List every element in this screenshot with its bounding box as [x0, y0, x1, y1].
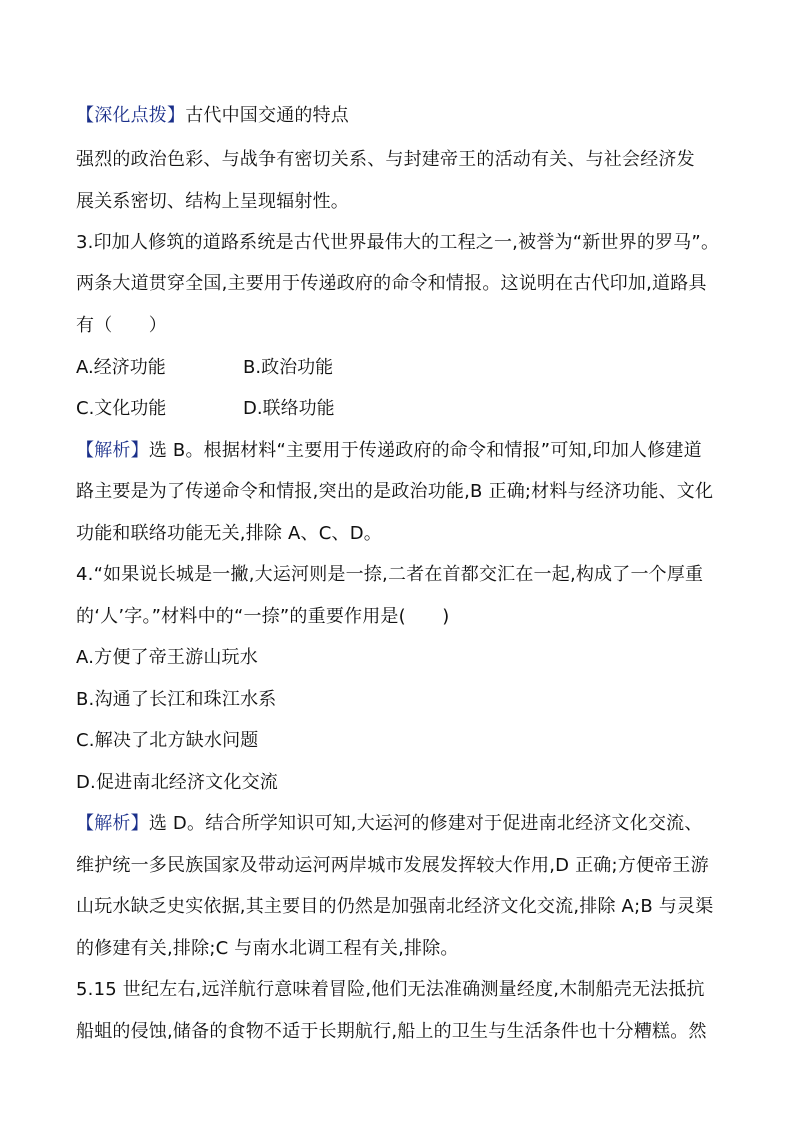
q4-analysis-line-2: 维护统一多民族国家及带动运河两岸城市发展发挥较大作用,D 正确;方便帝王游	[76, 855, 709, 876]
q3-option-d: D.联络功能	[243, 398, 335, 419]
q3-option-b: B.政治功能	[243, 357, 334, 378]
q4-option-a: A.方便了帝王游山玩水	[76, 647, 258, 668]
q4-analysis-label: 【解析】	[76, 813, 149, 834]
tip-label: 【深化点拨】	[76, 105, 186, 126]
tip-body-line-2: 展关系密切、结构上呈现辐射性。	[76, 191, 349, 212]
q4-stem-line-2: 的‘人’字。”材料中的“一捺”的重要作用是( )	[76, 606, 450, 627]
q4-option-d: D.促进南北经济文化交流	[76, 772, 278, 793]
q4-option-b: B.沟通了长江和珠江水系	[76, 689, 277, 710]
q4-analysis-line-3: 山玩水缺乏史实依据,其主要目的仍然是加强南北经济文化交流,排除 A;B 与灵渠	[76, 896, 714, 917]
tip-title: 古代中国交通的特点	[185, 105, 350, 126]
q4-stem-line-1: 4.“如果说长城是一撇,大运河则是一捺,二者在首都交汇在一起,构成了一个厚重	[76, 564, 704, 585]
q4-analysis-line-1	[76, 811, 726, 837]
q3-analysis-line-2: 路主要是为了传递命令和情报,突出的是政治功能,B 正确;材料与经济功能、文化	[76, 481, 714, 502]
tip-body-line-1: 强烈的政治色彩、与战争有密切关系、与封建帝王的活动有关、与社会经济发	[76, 149, 695, 170]
q3-analysis-line-1	[76, 438, 726, 464]
q4-option-c: C.解决了北方缺水问题	[76, 730, 259, 751]
q4-analysis-text-1: 选 D。结合所学知识可知,大运河的修建对于促进南北经济文化交流、	[148, 813, 703, 834]
tip-heading	[76, 103, 726, 129]
q5-stem-line-1: 5.15 世纪左右,远洋航行意味着冒险,他们无法准确测量经度,木制船壳无法抵抗	[76, 979, 705, 1000]
q3-stem-line-1: 3.印加人修筑的道路系统是古代世界最伟大的工程之一,被誉为“新世界的罗马”。	[76, 232, 720, 253]
q4-analysis-line-4: 的修建有关,排除;C 与南水北调工程有关,排除。	[76, 938, 459, 959]
q3-option-c: C.文化功能	[76, 398, 167, 419]
q3-stem-line-3: 有（ ）	[76, 315, 167, 336]
q3-analysis-label: 【解析】	[76, 440, 149, 461]
q3-stem-line-2: 两条大道贯穿全国,主要用于传递政府的命令和情报。这说明在古代印加,道路具	[76, 273, 707, 294]
q3-option-a: A.经济功能	[76, 357, 166, 378]
q3-analysis-line-3: 功能和联络功能无关,排除 A、C、D。	[76, 523, 382, 544]
q5-stem-line-2: 船蛆的侵蚀,储备的食物不适于长期航行,船上的卫生与生活条件也十分糟糕。然	[76, 1021, 707, 1042]
q3-analysis-text-1: 选 B。根据材料“主要用于传递政府的命令和情报”可知,印加人修建道	[148, 440, 702, 461]
